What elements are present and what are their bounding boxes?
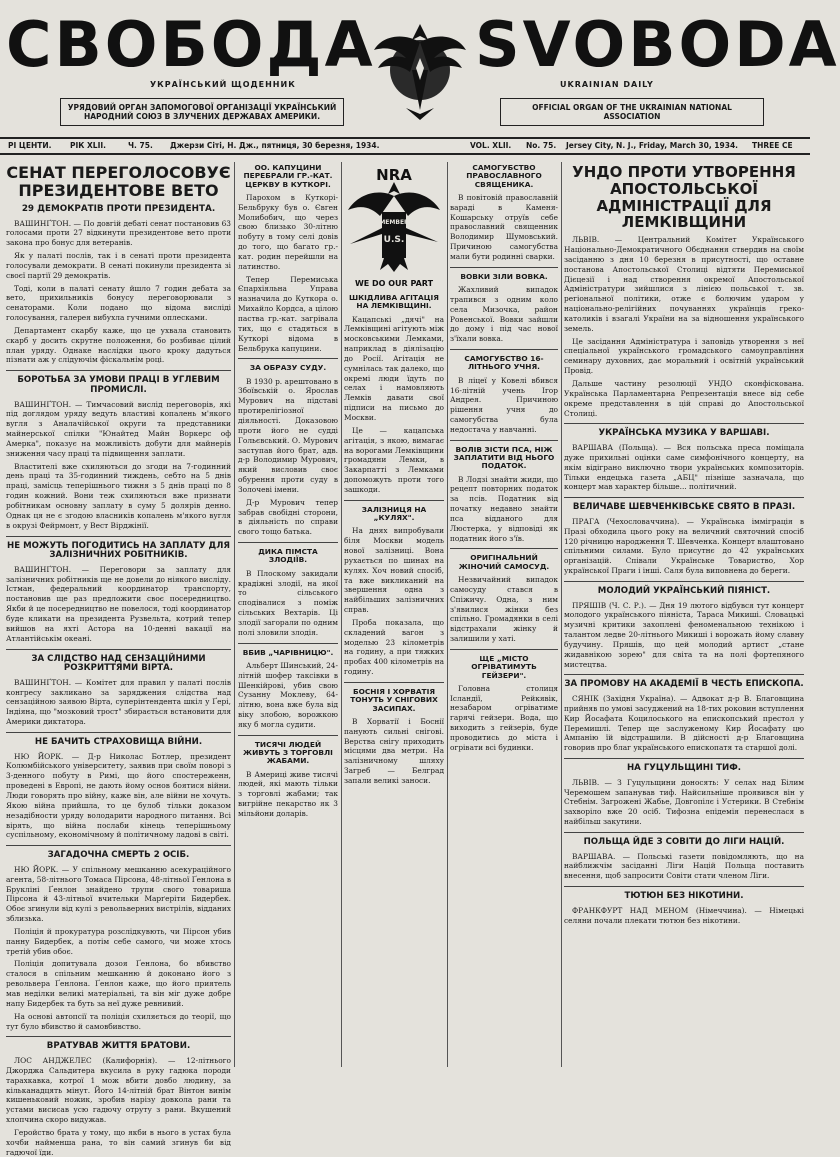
article-paragraph: Тоді, коли в палаті сенату йшло 7 годин дебата за вето, прихильників бонусу переговорювали з сенаторами. Коли подано що відома висліді голосування, галерея вибухла гучними оплесками. — [6, 283, 231, 323]
article-divider — [238, 358, 338, 359]
article-paragraph: В Хорватії і Боснії панують сильні снігові. Верства снігу приходить місцями два метри. На залізничному шляху Загреб — Белград запали великі заноси. — [344, 716, 444, 785]
article-paragraph: В 1930 р. арештовано в Збоївській о. Ярослав Мурович на підставі протирелігіозної діяльності. Доказовою проти його не судді Гольєвський. О. Мурович заступав його брат, адв. д-р Володимир Мурович, який висловив своє обурення проти суду в Золочеві імени. — [238, 376, 338, 494]
year-uk: РІК XLII. — [70, 141, 107, 150]
article-paragraph: Геройство брата у тому, що якби в нього в устах була хочби найменша рана, то він самий згинув би від гадючої їди. — [6, 1127, 231, 1157]
article-paragraph: Парохом в Куткорі-Бельбруку був о. Євген Молибобич, що через свою близько 30-літню побуту в тому селі довів до того, що багато гр.-кат. родин перейшли на латинство. — [238, 192, 338, 271]
article-paragraph: Жахливий випадок трапився з одним коло села Мизочка, район Ровенської. Вовки зайшли до дому і під час нової з'їхали вовка. — [450, 285, 558, 344]
article-paragraph: Дальше частину резолюції УНДО сконфіскована. Українська Парламентарна Репрезентація внесе від себе окреме представлення в цій справі до Апостольської Столиці. — [564, 379, 804, 418]
article-headline: ЗА СЛІДСТВО НАД СЕНЗАЦІЙНИМИ РОЗКРИТТЯМИ ВІРТА. — [31, 653, 206, 674]
masthead-title-latin: SVOBODA — [475, 8, 840, 81]
article-paragraph: В Америці живе тисячі людей, які мають тільки з торговлі жабами; так вигрійне пекарство як 3 мільйони доларів. — [238, 769, 338, 818]
article-headline: НЕ БАЧИТЬ СТРАХОВИЩА ВІЙНИ. — [34, 737, 203, 747]
article-headline: ТИСЯЧІ ЛЮДЕЙ ЖИВУТЬ З ТОРГОВЛІ ЖАБАМИ. — [243, 739, 333, 766]
nra-label: NRA — [376, 166, 412, 184]
article-divider — [564, 497, 804, 498]
article-headline: ШКІДЛИВА АГІТАЦІЯ НА ЛЕМКІВЩИНІ. — [349, 293, 439, 311]
article-paragraph: ЛЬВІВ. — З Гуцульщини доносять: У селах над Білим Черемошем запанував тиф. Найсильніше проявився він у Стебнім. Загрожені Жабье, Довгопілє і Устерики. В Стебнім захворіло вже 20 осіб. Тифозна епідемія перенеслася в найбільш закутини. — [564, 777, 804, 827]
article-paragraph: НЮ ЙОРК. — У спільному мешканню асекураційного агента, 58-літнього Томаса Пірсона, 48-літньої Ґенлона в Брукліні Ґенлон знайдено трупи свого товариша Пірсона й 43-літньої вчительки Марґеріти Бидербек. Обоє згинули від кулі з револьверних вистрілів, відданих зблизька. — [6, 864, 231, 924]
masthead — [0, 0, 840, 135]
article-headline: САМОГУБСТВО 16-ЛІТНЬОГО УЧНЯ. — [464, 354, 544, 372]
article-headline: ВРАТУВАВ ЖИТТЯ БРАТОВИ. — [46, 1041, 191, 1052]
column-5 — [564, 162, 804, 1067]
article-paragraph: В Плоскому закидали крадіжні злодії, на якої то сільського сподівалися з поміж сільських Вехтарів. Ці злодії загорали по одним полі зловили злодія. — [238, 568, 338, 637]
article-headline: ВОВКИ ЗІЛИ ВОВКА. — [460, 271, 548, 281]
column-4 — [450, 162, 558, 1067]
article-paragraph: На днях випробували біля Москви модель нової залізниці. Вона рухається по шинах на кулях. Хоч новий спосіб, та вже викликаний на звершення одна з найбільших залізничних справ. — [344, 526, 444, 615]
article-paragraph: ВАРШАВА. — Польські газети повідомляють, що на найближчім засіданні Ліги Націй Польща поставить внесення, щоб запросити Совіти стати членом Ліги. — [564, 851, 804, 881]
masthead-subtitle-latin: UKRAINIAN DAILY — [560, 80, 654, 89]
article-paragraph: В ліцеї у Ковелі вбився 16-літній учень Ігор Андрея. Причиною рішення учня до самогубства була недостача у навчанні. — [450, 375, 558, 434]
eagle-emblem-icon — [372, 10, 468, 122]
article-headline: ВЕЛИЧАВЕ ШЕВЧЕНКІВСЬКЕ СВЯТО В ПРАЗІ. — [572, 502, 796, 513]
dateline-bar — [0, 137, 810, 155]
article-divider — [450, 440, 558, 441]
article-divider — [6, 1036, 231, 1037]
number-uk: Ч. 75. — [128, 141, 153, 150]
article-paragraph: Це — кацапська агітація, з якою, вимагає на ворогами Лемківщини громадяни Лемки, в Закарпатті з Лемками допоможуть проти того зашкоди. — [344, 425, 444, 494]
article-divider — [450, 349, 558, 350]
article-paragraph: Д-р Мурович тепер забрав свобідні сторони, в діяльність по справи свого тощо батька. — [238, 497, 338, 537]
column-divider — [561, 162, 562, 1067]
article-paragraph: В Лодзі знайти жиди, що рецепт повторних податок за псів. Податник від початку недавно знайти пса відданого для Люстерка, у відповіді як податник його з'їв. — [450, 474, 558, 543]
article-paragraph: ВАРШАВА (Польща). — Вся польська преса поміщала дуже прихильні оцінки саме симфонічного концерту, на якім відіграно виключно твори українських композиторів. Тільки ендецька газета „АБЦ" пізніше зазначала, що концерт мав характер більше... політичний. — [564, 443, 804, 492]
price-en: THREE CE — [752, 141, 793, 150]
article-headline: ОРИГІНАЛЬНИЙ ЖІНОЧИЙ САМОСУД. — [458, 553, 550, 571]
article-divider — [238, 542, 338, 543]
article-headline: САМОГУБСТВО ПРАВОСЛАВНОГО СВЯЩЕНИКА. — [466, 163, 542, 189]
article-paragraph: ПРЯШІВ (Ч. С. Р.). — Дня 19 лютого відбувся тут концерт молодого українського піяніста, Тараса Микиші. Словацькі музичні критики захоплені феноменальною технікою і талантом ледве 20-літнього Микиші і ворожать йому славну будучину. Пряшів, що цей молодий артист „стане жидавнікою зорею" для світа та на полі фортепяного мистецтва. — [564, 600, 804, 669]
article-divider — [564, 886, 804, 887]
article-headline: НА ГУЦУЛЬЩИНІ ТИФ. — [626, 763, 742, 774]
article-paragraph: Поліція допитувала дозоя Ґенлона, бо вбивство сталося в спільним мешканню й доконано його з револьвера Ґенлона. Ґенлон каже, що його приятель мав неділки великі матеріальні, та він міг дуже добре напу Бидербек та буть за неї дуже ревнивий. — [6, 959, 231, 1008]
article-divider — [6, 536, 231, 537]
place-date-uk: Джерзи Сіті, Н. Дж., пятниця, 30 березня, 1934. — [170, 141, 380, 150]
column-divider — [447, 162, 448, 1067]
article-divider — [564, 581, 804, 582]
column-2 — [238, 162, 338, 1067]
article-divider — [450, 548, 558, 549]
nra-member-label: MEMBER — [379, 219, 409, 226]
article-divider — [238, 643, 338, 644]
article-paragraph: СЯНІК (Західня Україна). — Адвокат д-р В. Благовщина прийняв по умові засуджений на 18-тих роковин вступлення Кир Йосафата Коцилоського на епископський престол у Перемишлі. Тепер ще заслуженому Кир Йосафату цю Ампанію їй відстрашили. В дійсності д-р Благовщина говорив про благ українського епископатя та старшої долі. — [564, 694, 804, 753]
article-divider — [344, 682, 444, 683]
volume-en: VOL. XLII. — [470, 141, 512, 150]
lead-subhead: 29 ДЕМОКРАТІВ ПРОТИ ПРЕЗИДЕНТА. — [21, 203, 216, 214]
article-paragraph: Це засідання Адміністратура і заповідь утворення з неї спеціальної українського громадського самоуправління семинару духовних, дає моральний і освітній український Провід. — [564, 336, 804, 376]
article-paragraph: В повітовій православній вараді в Каменя-Кошарську отруїв себе православний священник Володимир Шумовський. Причиною самогубства мали бути родинні сварки. — [450, 192, 558, 261]
article-paragraph: ВАШИНҐТОН. — По довгій дебаті сенат постановив 63 голосами проти 27 відкинути президентове вето проти закона про бонус для ветеранів. — [6, 218, 231, 248]
article-paragraph: ВАШИНҐТОН. — Переговори за заплату для залізничних робітників ще не довели до ніякого висліду. Істман, федеральний координатор транспорту, постановив ще раз предложити своє посередництво. Якби й це посередництво не повелося, тоді координатор буде кликати на президента Рузвельта, котрий тепер вийшов на яхті Астора на 10-денні вакації на Атлантійськім океані. — [6, 564, 231, 643]
column-3 — [344, 162, 444, 1067]
article-divider — [344, 500, 444, 501]
article-paragraph: Поліція й прокуратура розслідкувють, чи Пірсон убив панну Бидербек, а потім себе самого, чи може хтось третій убив обоє. — [6, 926, 231, 956]
place-date-en: Jersey City, N. J., Friday, March 30, 1934. — [566, 141, 739, 150]
article-headline: ОО. КАПУЦИНИ ПЕРЕБРАЛИ ГР.-КАТ. ЦЕРКВУ В КУТКОРІ. — [243, 163, 333, 189]
article-paragraph: Проба показала, що складений вагон з моделью 23 кілометрів на годину, а при тяжких пробах 400 кілометрів на годину. — [344, 617, 444, 677]
article-divider — [6, 732, 231, 733]
column-divider — [341, 162, 342, 1067]
article-paragraph: На основі автопсії та поліція схиляється до теорії, що тут було вбивство й самовбивство. — [6, 1011, 231, 1031]
official-organ-box-cyrillic: УРЯДОВИЙ ОРГАН ЗАПОМОГОВОЇ ОРГАНІЗАЦІЇ УКРАЇНСЬКИЙ НАРОДНИЙ СОЮЗ В ЗЛУЧЕНИХ ДЕРЖАВАХ АМЕРИКИ. — [60, 98, 344, 126]
article-divider — [450, 267, 558, 268]
article-divider — [564, 674, 804, 675]
article-paragraph: ЛЬВІВ. — Центральний Комітет Українського Національно-Демократичного Обєднання ствердив на своїм засіданню з дня 10 березня в присутності, що оставне постанова Апостольської Столиці відтяти Перемиської Дієцезії і над створення окремої Апостольської Адміністратури зийшлися з лінією польської т. зв. регіональної політики, отже є болючим ударом у національно-релігійних почуваннях українців греко-католиків і взагалі України на за відношення українського земель. — [564, 235, 804, 333]
article-headline: БОРОТЬБА ЗА УМОВИ ПРАЦІ В УГЛЕВИМ ПРОМИСЛІ. — [17, 375, 220, 395]
article-paragraph: Департамент скарбу каже, що це ухвала становить скарб у досить скрутне положення, бо розбиває цілий план уряду. Однаке наслідки цього кроку дадуться пізнати аж у слідуючім фіскальнім році. — [6, 325, 231, 365]
article-headline: ЗАГАДОЧНА СМЕРТЬ 2 ОСІБ. — [47, 850, 190, 861]
article-headline: БОСНІЯ І ХОРВАТІЯ ТОНУТЬ У СНІГОВИХ ЗАСИПАХ. — [350, 686, 438, 713]
article-headline: ВБИВ „ЧАРІВНИЦЮ". — [242, 647, 334, 657]
article-paragraph: ВАШИНҐТОН. — Комітет для правил у палаті послів конгресу закликано за заряджения слідства над сензаційною заявою Вірта, суперінтендента шкіл у Ґері, Індіяна, що "мозковий трост" збирається встановити для Америки диктатора. — [6, 677, 231, 727]
article-headline: ЗАЛІЗНИЦЯ НА „КУЛЯХ". — [361, 504, 427, 523]
article-divider — [238, 735, 338, 736]
article-paragraph: ПРАГА (Чехословаччина). — Українська імміграція в Празі обходила цього року на величний святочний спосіб 120 річницю народження Т. Шевченка. Концерт влаштовано спільними силами. Було присутнє до 42 українських організацій. Співали Українське Товариство, Хор української Праги і інші. Саля була виповнена до береги. — [564, 516, 804, 576]
official-organ-box-latin: OFFICIAL ORGAN OF THE UKRAINIAN NATIONAL ASSOCIATION — [500, 98, 764, 126]
masthead-subtitle-cyrillic: УКРАЇНСЬКИЙ ЩОДЕННИК — [150, 80, 296, 89]
column-1 — [6, 162, 231, 1157]
article-paragraph: НЮ ЙОРК. — Д-р Николас Ботлер, президент Колюмбійського університету, заявив при своїм поворі з 3-денного побуту в Римі, що його спостереженн, проведені в Европі, не дають йому основ боятися війни. Люди говорять про війну, каже він, але війни не хочуть. Якою війна прийшла, то це булоб тільки доказом незадібности уряду володарити народного питання. Всі вірять, що війна послаби кінець теперішньому суспільному, економічному й політичному ладові в світі. — [6, 751, 231, 840]
article-headline: МОЛОДИЙ УКРАЇНСЬКИЙ ПІЯНІСТ. — [597, 585, 771, 596]
article-paragraph: ЛОС АНДЖЕЛЕС (Калифорнія). — 12-літнього Джорджа Сальдитера вкусила в руку гадюка породи тарахкавка, котрої 1 мож вбити довбо людину, за кільканадцять мінут. Його 14-літній брат Вінтон винім кишеньковий ножик, зробив нарізу довкола рани та устами висисав усю гадючу отруту з рани. Вкушений хлопчина скоро видужав. — [6, 1055, 231, 1125]
article-paragraph: Незвичайний випадок самосуду стався в Спіжичу. Одна, з ним з'явилися жінки без спільно. Громадянки в селі відстрахали жінку й залишили у хаті. — [450, 575, 558, 644]
nra-eagle-icon — [344, 164, 444, 290]
masthead-title-cyrillic: СВОБОДА — [6, 8, 376, 81]
article-paragraph: ВАШИНҐТОН. — Тимчасовий вислід переговорів, які під доглядом уряду ведуть властиві копалень м'якого вугля з Аналачійської округи та представники майнерської спілки "Юнайтед Майн Воркерс оф Амерка", показує на можливість добути для майнерів зниження часу праці та підвищення заплати. — [6, 399, 231, 458]
article-divider — [6, 649, 231, 650]
column-divider — [234, 162, 235, 1067]
article-divider — [564, 423, 804, 424]
article-paragraph: Альберт Шинський, 24-літній шофер таксівки в Шенкійрові, убив свою Сузанну Моклеву, 64-літню, вона вже була від віку злобою, ворожкою яку б могла судити. — [238, 660, 338, 729]
article-paragraph: Головна столиця Ісландії, Рейкявік, незабаром огріватиме гарячі гейзери. Вода, що виходить з гейзерів, буде проводитись до міста і огрівати всі будинки. — [450, 683, 558, 752]
article-headline: ТЮТЮН БЕЗ НІКОТИНИ. — [624, 891, 744, 902]
article-divider — [564, 758, 804, 759]
article-paragraph: Властителі вже схиляються до згоди на 7-годинний день праці та 35-годинний тиждень, себто на 5 днів праці, замісць теперішнього тижня з 5 днів праці по 8 годин кожний. Вони теж схиляються вже признати робітникам основну заплату в суму 5 долярів денно. Однак ця не є згодою власників копалень м'якого вугля в окрузі Фейрмонт, у Вест Вірджінії. — [6, 461, 231, 530]
article-headline: ДИКА ПІМСТА ЗЛОДІЇВ. — [258, 547, 318, 565]
number-en: No. 75. — [526, 141, 557, 150]
article-headline: ЗА ОБРАЗУ СУДУ. — [249, 363, 327, 373]
article-paragraph: Тепер Перемиська Єпархіяльна Управа назначила до Куткора о. Михайло Кордса, а цілою паства гр.-кат. загрівала тих, що є стадяться в Куткорі відома в Бельбрука капуцини. — [238, 274, 338, 353]
article-headline: НЕ МОЖУТЬ ПОГОДИТИСЬ НА ЗАПЛАТУ ДЛЯ ЗАЛІЗНИЧНИХ РОБІТНИКІВ. — [7, 540, 230, 561]
article-headline: ЗА ПРОМОВУ НА АКАДЕМІЇ В ЧЕСТЬ ЕПИСКОПА. — [564, 679, 804, 690]
lead-headline: СЕНАТ ПЕРЕГОЛОСОВУЄ ПРЕЗИДЕНТОВЕ ВЕТО — [6, 163, 231, 200]
article-paragraph: Як у палаті послів, так і в сенаті проти президента голосували демократи. В сенаті покинули президента зі своєї партії 29 демократів. — [6, 251, 231, 280]
article-divider — [450, 649, 558, 650]
article-paragraph: Кацапські „дячі" на Лемківщині агітують між московськими Лемками, наприклад в діялізацію до Росії. Агітація не сумнілась так далеко, що окремі люди їдуть по селах і намовляють Лемків давати свої підписи на письмо до Москви. — [344, 314, 444, 422]
article-headline: ЩЕ „МІСТО ОГРІВАТИМУТЬ ГЕЙЗЕРИ". — [471, 653, 537, 680]
lead-headline-right: УНДО ПРОТИ УТВОРЕННЯ АПОСТОЛЬСЬКОЇ АДМІНІСТРАЦІЇ ДЛЯ ЛЕМКІВЩИНИ — [572, 163, 796, 232]
article-paragraph: ФРАНКФУРТ НАД МЕНОМ (Німеччина). — Німецькі селяни почали плекати тютюн без нікотини. — [564, 905, 804, 925]
article-headline: ВОЛІВ ЗІСТИ ПСА, НІЖ ЗАПЛАТИТИ ВІД НЬОГО ПОДАТОК. — [453, 444, 555, 471]
article-divider — [6, 845, 231, 846]
price-uk: РІ ЦЕНТИ. — [8, 141, 52, 150]
article-headline: УКРАЇНСЬКА МУЗИКА У ВАРШАВІ. — [598, 428, 770, 439]
article-headline: ПОЛЬЩА ЙДЕ З СОВІТИ ДО ЛІГИ НАЦІЙ. — [583, 836, 785, 847]
article-divider — [564, 832, 804, 833]
nra-slogan: WE DO OUR PART — [354, 279, 434, 288]
article-divider — [6, 370, 231, 371]
nra-us-label: U.S. — [383, 235, 405, 245]
